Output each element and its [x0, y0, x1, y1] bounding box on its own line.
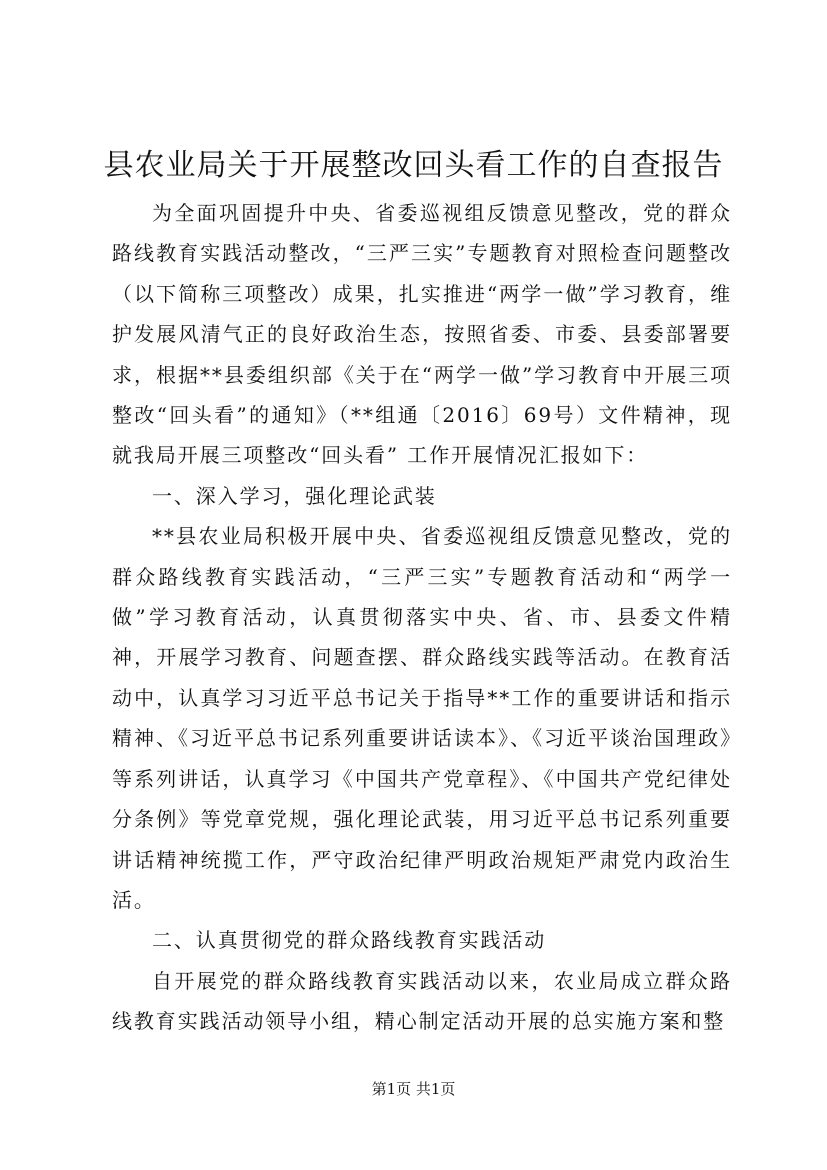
intro-paragraph: 为全面巩固提升中央、省委巡视组反馈意见整改，党的群众路线教育实践活动整改，“三严三实”专题教育对照检查问题整改（以下简称三项整改）成果，扎实推进“两学一做”学习教育，维护发展风清气正的良好政治生态，按照省委、市委、县委部署要求，根据**县委组织部《关于在“两学一做”学习教育中开展三项整改“回头看”的通知》（**组通〔2016〕69号）文件精神，现就我局开展三项整改“回头看” 工作开展情况汇报如下： [112, 201, 732, 468]
document-body [112, 193, 732, 1042]
section-1-heading: 一、深入学习，强化理论武装 [152, 483, 437, 508]
document-title: 县农业局关于开展整改回头看工作的自查报告 [103, 148, 724, 183]
section-2-paragraph: 自开展党的群众路线教育实践活动以来，农业局成立群众路线教育实践活动领导小组，精心制定活动开展的总实施方案和整 [112, 968, 732, 1034]
section-2-heading: 二、认真贯彻党的群众路线教育实践活动 [152, 928, 547, 953]
section-1-paragraph: **县农业局积极开展中央、省委巡视组反馈意见整改，党的群众路线教育实践活动，“三严三实”专题教育活动和“两学一做”学习教育活动，认真贯彻落实中央、省、市、县委文件精神，开展学习教育、问题查摆、群众路线实践等活动。在教育活动中，认真学习习近平总书记关于指导**工作的重要讲话和指示精神、《习近平总书记系列重要讲话读本》、《习近平谈治国理政》等系列讲话，认真学习《中国共产党章程》、《中国共产党纪律处分条例》等党章党规，强化理论武装，用习近平总书记系列重要讲话精神统揽工作，严守政治纪律严明政治规矩严肃党内政治生活。 [112, 524, 732, 912]
page-number-footer: 第1页 共1页 [371, 1080, 456, 1098]
